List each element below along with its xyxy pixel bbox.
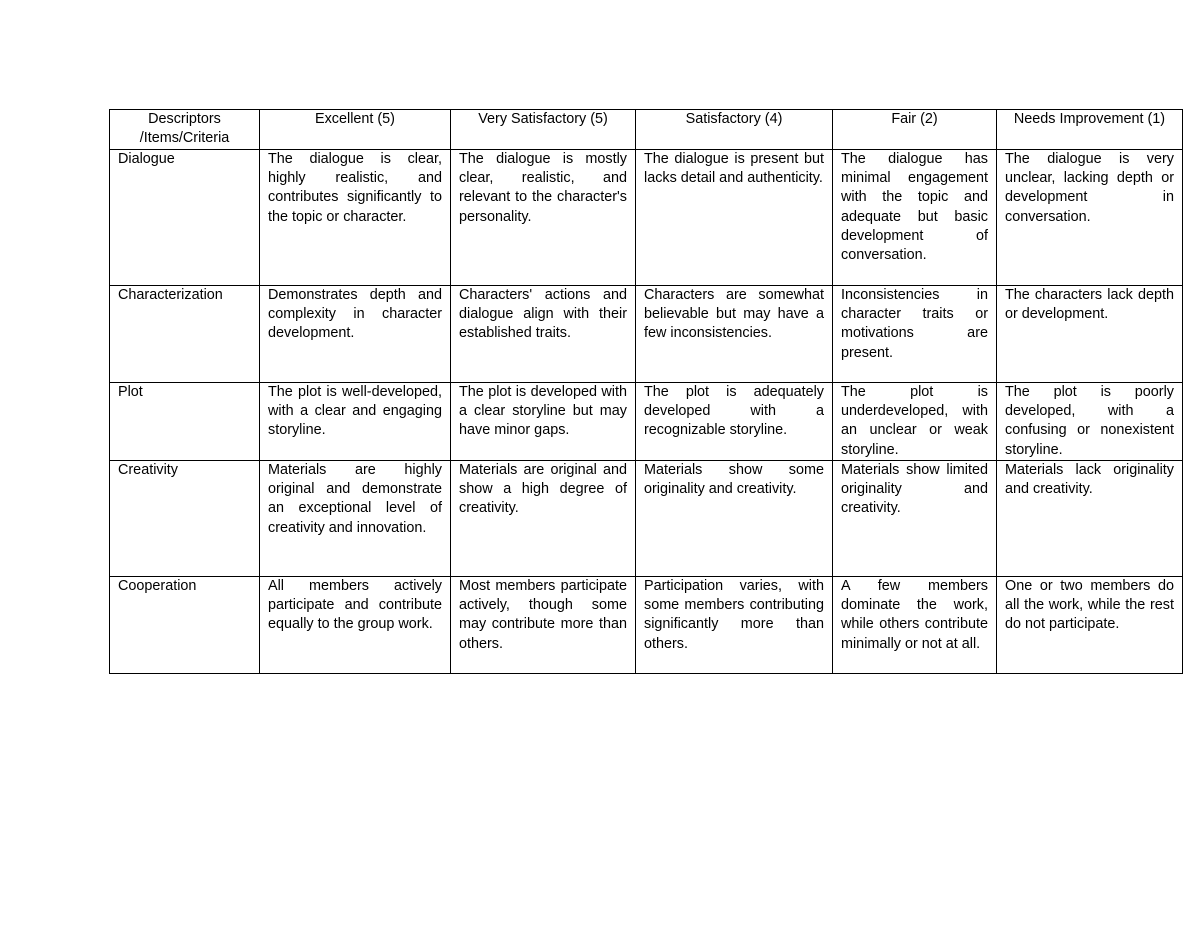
criterion-creativity: Creativity (110, 461, 260, 577)
cell-satisfactory: The plot is adequately developed with a recognizable storyline. (636, 383, 833, 461)
rubric-table (109, 109, 1183, 674)
cell-excellent: Demonstrates depth and complexity in character development. (260, 286, 451, 383)
header-very-satisfactory: Very Satisfactory (5) (451, 110, 636, 150)
cell-fair: The plot is underdeveloped, with an unclear or weak storyline. (833, 383, 997, 461)
cell-excellent: The plot is well-developed, with a clear and engaging storyline. (260, 383, 451, 461)
header-excellent: Excellent (5) (260, 110, 451, 150)
cell-very-satisfactory: Materials are original and show a high degree of creativity. (451, 461, 636, 577)
criterion-dialogue: Dialogue (110, 150, 260, 286)
table-row (110, 286, 1183, 383)
cell-needs-improvement: One or two members do all the work, while the rest do not participate. (997, 577, 1183, 674)
cell-needs-improvement: The plot is poorly developed, with a confusing or nonexistent storyline. (997, 383, 1183, 461)
cell-excellent: The dialogue is clear, highly realistic, and contributes significantly to the topic or character. (260, 150, 451, 286)
cell-very-satisfactory: The dialogue is mostly clear, realistic, and relevant to the character's personality. (451, 150, 636, 286)
header-fair: Fair (2) (833, 110, 997, 150)
table-row (110, 383, 1183, 461)
header-satisfactory: Satisfactory (4) (636, 110, 833, 150)
cell-very-satisfactory: Characters' actions and dialogue align with their established traits. (451, 286, 636, 383)
cell-excellent: Materials are highly original and demonstrate an exceptional level of creativity and innovation. (260, 461, 451, 577)
table-row (110, 461, 1183, 577)
cell-fair: The dialogue has minimal engagement with the topic and adequate but basic development of conversation. (833, 150, 997, 286)
criterion-characterization: Characterization (110, 286, 260, 383)
cell-satisfactory: Characters are somewhat believable but may have a few inconsistencies. (636, 286, 833, 383)
cell-needs-improvement: Materials lack originality and creativity. (997, 461, 1183, 577)
table-row (110, 150, 1183, 286)
criterion-plot: Plot (110, 383, 260, 461)
cell-fair: Inconsistencies in character traits or motivations are present. (833, 286, 997, 383)
cell-fair: A few members dominate the work, while others contribute minimally or not at all. (833, 577, 997, 674)
cell-needs-improvement: The dialogue is very unclear, lacking depth or development in conversation. (997, 150, 1183, 286)
cell-excellent: All members actively participate and contribute equally to the group work. (260, 577, 451, 674)
header-needs-improvement: Needs Improvement (1) (997, 110, 1183, 150)
cell-very-satisfactory: The plot is developed with a clear storyline but may have minor gaps. (451, 383, 636, 461)
header-descriptors: Descriptors /Items/Criteria (110, 110, 260, 150)
cell-very-satisfactory: Most members participate actively, though some may contribute more than others. (451, 577, 636, 674)
table-row (110, 577, 1183, 674)
header-row (110, 110, 1183, 150)
criterion-cooperation: Cooperation (110, 577, 260, 674)
cell-satisfactory: Participation varies, with some members contributing significantly more than others. (636, 577, 833, 674)
cell-satisfactory: Materials show some originality and creativity. (636, 461, 833, 577)
cell-fair: Materials show limited originality and creativity. (833, 461, 997, 577)
cell-needs-improvement: The characters lack depth or development. (997, 286, 1183, 383)
cell-satisfactory: The dialogue is present but lacks detail and authenticity. (636, 150, 833, 286)
